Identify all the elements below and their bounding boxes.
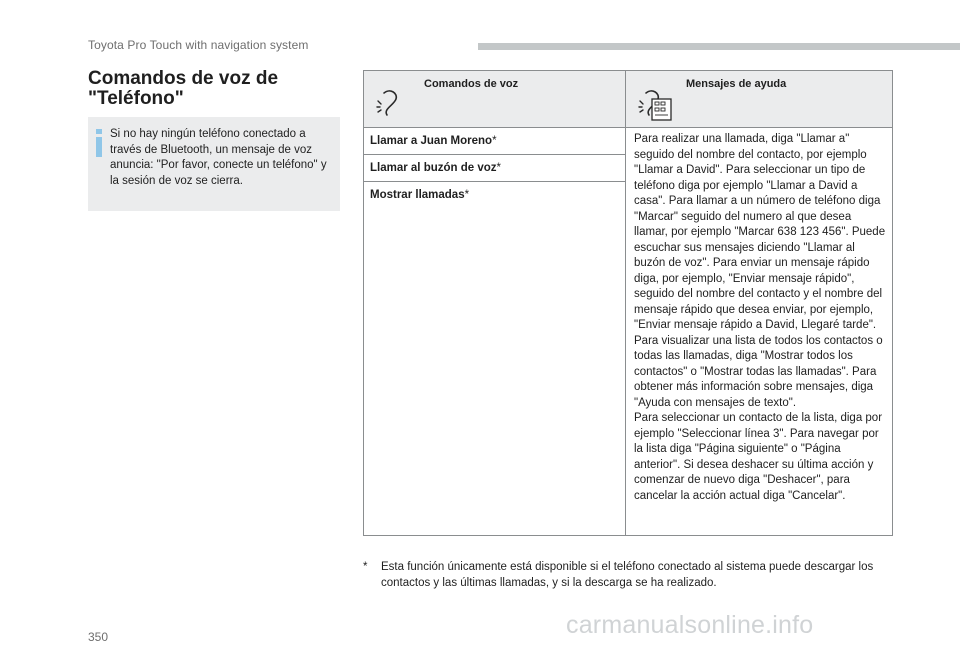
command-cell	[364, 182, 626, 536]
watermark: carmanualsonline.info	[566, 611, 814, 639]
info-box	[88, 117, 340, 211]
col-header-commands	[364, 71, 626, 128]
header-bar	[478, 43, 960, 50]
col-header-help-label: Mensajes de ayuda	[686, 78, 787, 90]
voice-help-icon	[636, 85, 672, 121]
footnote-mark: *	[492, 135, 497, 147]
col-header-commands-label: Comandos de voz	[424, 78, 519, 90]
section-title: Comandos de voz de "Teléfono"	[88, 68, 279, 109]
command-label: Mostrar llamadas	[370, 189, 465, 201]
voice-command-icon	[374, 85, 410, 121]
help-text: Para realizar una llamada, diga "Llamar a" seguido del nombre del contacto, por ejemplo "Llamar a David". Para seleccionar un tipo de teléfono diga por ejemplo "Llamar a David a casa". Para llamar a un número de teléfono diga "Marcar" seguido del numero al que desea llamar, por ejemplo "Marcar 638 123 456". Puede escuchar sus mensajes diciendo "Llamar al buzón de voz". Para enviar un mensaje rápido diga, por ejemplo, "Enviar mensaje rápido", seguido del nombre del contacto y el nombre del mensaje rápido que desea enviar, por ejemplo, "Enviar mensaje rápido a David, Llegaré tarde". Para visualizar una lista de todos los contactos o todas las llamadas, diga "Mostrar todos los contactos" o "Mostrar todas las llamadas". Para obtener más información sobre mensajes, diga "Ayuda con mensajes de texto". Para seleccionar un contacto de la lista, diga por ejemplo "Seleccionar línea 3". Para navegar por la lista diga "Página siguiente" o "Página anterior". Si desea deshacer su última acción y comenzar de nuevo diga "Deshacer", para cancelar la acción actual diga "Cancelar".	[634, 133, 886, 502]
running-header: Toyota Pro Touch with navigation system	[88, 38, 309, 52]
info-icon	[95, 129, 103, 157]
table-row	[364, 128, 893, 155]
help-text-cell	[626, 128, 893, 536]
page-number: 350	[88, 630, 109, 644]
table-header-row	[364, 71, 893, 128]
command-cell	[364, 128, 626, 155]
voice-commands-table	[363, 70, 893, 536]
info-text: Si no hay ningún teléfono conectado a través de Bluetooth, un mensaje de voz anuncia: "Por favor, conecte un teléfono" y la sesión de voz se cierra.	[110, 128, 327, 187]
col-header-help	[626, 71, 893, 128]
footnote	[363, 559, 893, 591]
command-cell	[364, 155, 626, 182]
footnote-mark: *	[464, 189, 470, 201]
footnote-text: Esta función únicamente está disponible si el teléfono conectado al sistema puede descargar los contactos y las últimas llamadas, y si la descarga se ha realizado.	[381, 561, 874, 589]
footnote-star: *	[363, 561, 368, 573]
command-label: Llamar a Juan Moreno	[370, 135, 493, 147]
command-label: Llamar al buzón de voz	[370, 162, 497, 174]
footnote-mark: *	[496, 162, 502, 174]
